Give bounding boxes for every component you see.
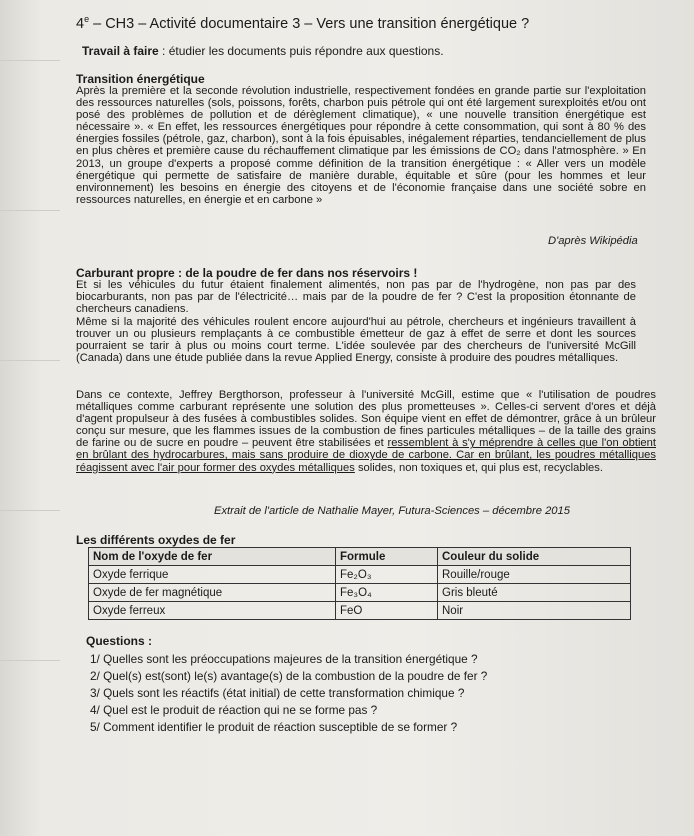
doc2-source: Extrait de l'article de Nathalie Mayer, Futura-Sciences – décembre 2015: [214, 505, 570, 517]
doc2-para-3-end: solides, non toxiques et, qui plus est, recyclables.: [354, 461, 603, 474]
doc2-para-2: Même si la majorité des véhicules roulent encore aujourd'hui au pétrole, chercheurs et ingénieurs travaillent à trouver un ou plusieurs remplaçants à ce combustible émetteur de gaz à effet de serre et dont les sources pourraient se tarir à plus ou moins court terme. L'idée soulevée par des chercheurs de l'université McGill (Canada) dans une étude publiée dans la revue Applied Energy, consiste à produire des poudres métalliques.: [76, 316, 636, 365]
margin-line: [0, 510, 60, 511]
cell-formula: Fe₃O₄: [336, 584, 438, 602]
table-heading: Les différents oxydes de fer: [76, 533, 236, 547]
doc1-text: Après la première et la seconde révolution industrielle, respectivement fondées en grande partie sur l'exploitation des ressources naturelles (sols, poissons, forêts, charbon puis pétrole qui ont été largement surexploités et/ou ont posé des problèmes de pollution et de dérèglement climatique), « une nouvelle transition énergétique est nécessaire ». « En effet, les ressources énergétiques pour répondre à cette consommation, qui sont à 80 % des énergies fossiles (pétrole, gaz, charbon), sont à la fois épuisables, inégalement réparties, tendanciellement de plus en plus chères et première cause du réchauffement climatique par les émissions de CO₂ dans l'atmosphère. » En 2013, un groupe d'experts a proposé comme définition de la transition énergétique : « Aller vers un modèle énergétique qui permette de satisfaire de manière durable, équitable et sûre (pour les hommes et leur environnement) les besoins en énergie des citoyens et de l'économie française dans une société sobre en ressources naturelles, en énergie et en carbone »: [76, 85, 646, 206]
doc1-heading: Transition énergétique: [76, 72, 205, 86]
cell-color: Noir: [438, 602, 631, 620]
margin-line: [0, 60, 60, 61]
cell-color: Gris bleuté: [438, 584, 631, 602]
cell-color: Rouille/rouge: [438, 566, 631, 584]
col-header-name: Nom de l'oxyde de fer: [89, 548, 336, 566]
task-label: Travail à faire: [82, 44, 159, 58]
margin-line: [0, 660, 60, 661]
doc2-para-3: [76, 389, 656, 474]
title-sup: e: [84, 14, 90, 24]
col-header-formula: Formule: [336, 548, 438, 566]
title-prefix: 4: [76, 15, 85, 32]
question-4: 4/ Quel est le produit de réaction qui ne se forme pas ?: [90, 703, 378, 717]
doc2-para-3-start: Dans ce contexte, Jeffrey Bergthorson, professeur à l'université McGill, estime que « l'utilisation de poudres métalliques comme carburant représente une solution des plus prometteuses ». Celles-ci servent d'ores et déjà d'agent propulseur à des fusées à combustibles solides. Son équipe vient en effet de démontrer, grâce à un brûleur conçu sur mesure, que les flammes issues de la combustion de fines particules métalliques – de la taille des grains de farine ou de sucre en poudre – peuvent être stabilisées et: [76, 389, 656, 450]
iron-oxides-table: [88, 547, 631, 620]
cell-name: Oxyde ferrique: [89, 566, 336, 584]
page-title: [76, 14, 529, 32]
table-row: [89, 584, 631, 602]
question-2: 2/ Quel(s) est(sont) le(s) avantage(s) de la combustion de la poudre de fer ?: [90, 669, 488, 683]
cell-name: Oxyde ferreux: [89, 602, 336, 620]
margin-line: [0, 210, 60, 211]
questions-heading: Questions :: [86, 634, 153, 648]
table-header-row: [89, 548, 631, 566]
question-1: 1/ Quelles sont les préoccupations majeures de la transition énergétique ?: [90, 652, 478, 666]
question-3: 3/ Quels sont les réactifs (état initial) de cette transformation chimique ?: [90, 686, 465, 700]
col-header-color: Couleur du solide: [438, 548, 631, 566]
task-text: : étudier les documents puis répondre aux questions.: [158, 44, 444, 58]
cell-formula: FeO: [336, 602, 438, 620]
cell-name: Oxyde de fer magnétique: [89, 584, 336, 602]
question-5: 5/ Comment identifier le produit de réaction susceptible de se former ?: [90, 720, 458, 734]
doc1-source: D'après Wikipédia: [548, 235, 638, 247]
task-line: [82, 44, 444, 58]
title-rest: – CH3 – Activité documentaire 3 – Vers une transition énergétique ?: [89, 15, 530, 32]
doc2-heading: Carburant propre : de la poudre de fer dans nos réservoirs !: [76, 266, 418, 280]
doc2-para-3-underlined: ressemblent à s'y méprendre à celles que l'on obtient en brûlant des hydrocarbures, mais sans produire de dioxyde de carbone. Car en brûlant, les poudres métalliques réagissent avec l'air pour former des oxydes métalliques: [76, 437, 656, 474]
table-row: [89, 602, 631, 620]
table-row: [89, 566, 631, 584]
cell-formula: Fe₂O₃: [336, 566, 438, 584]
doc2-para-1: Et si les véhicules du futur étaient finalement alimentés, non pas par de l'hydrogène, non pas par des biocarburants, non pas par de l'électricité… mais par de la poudre de fer ? C'est la proposition étonnante de chercheurs canadiens.: [76, 279, 636, 316]
margin-line: [0, 360, 60, 361]
